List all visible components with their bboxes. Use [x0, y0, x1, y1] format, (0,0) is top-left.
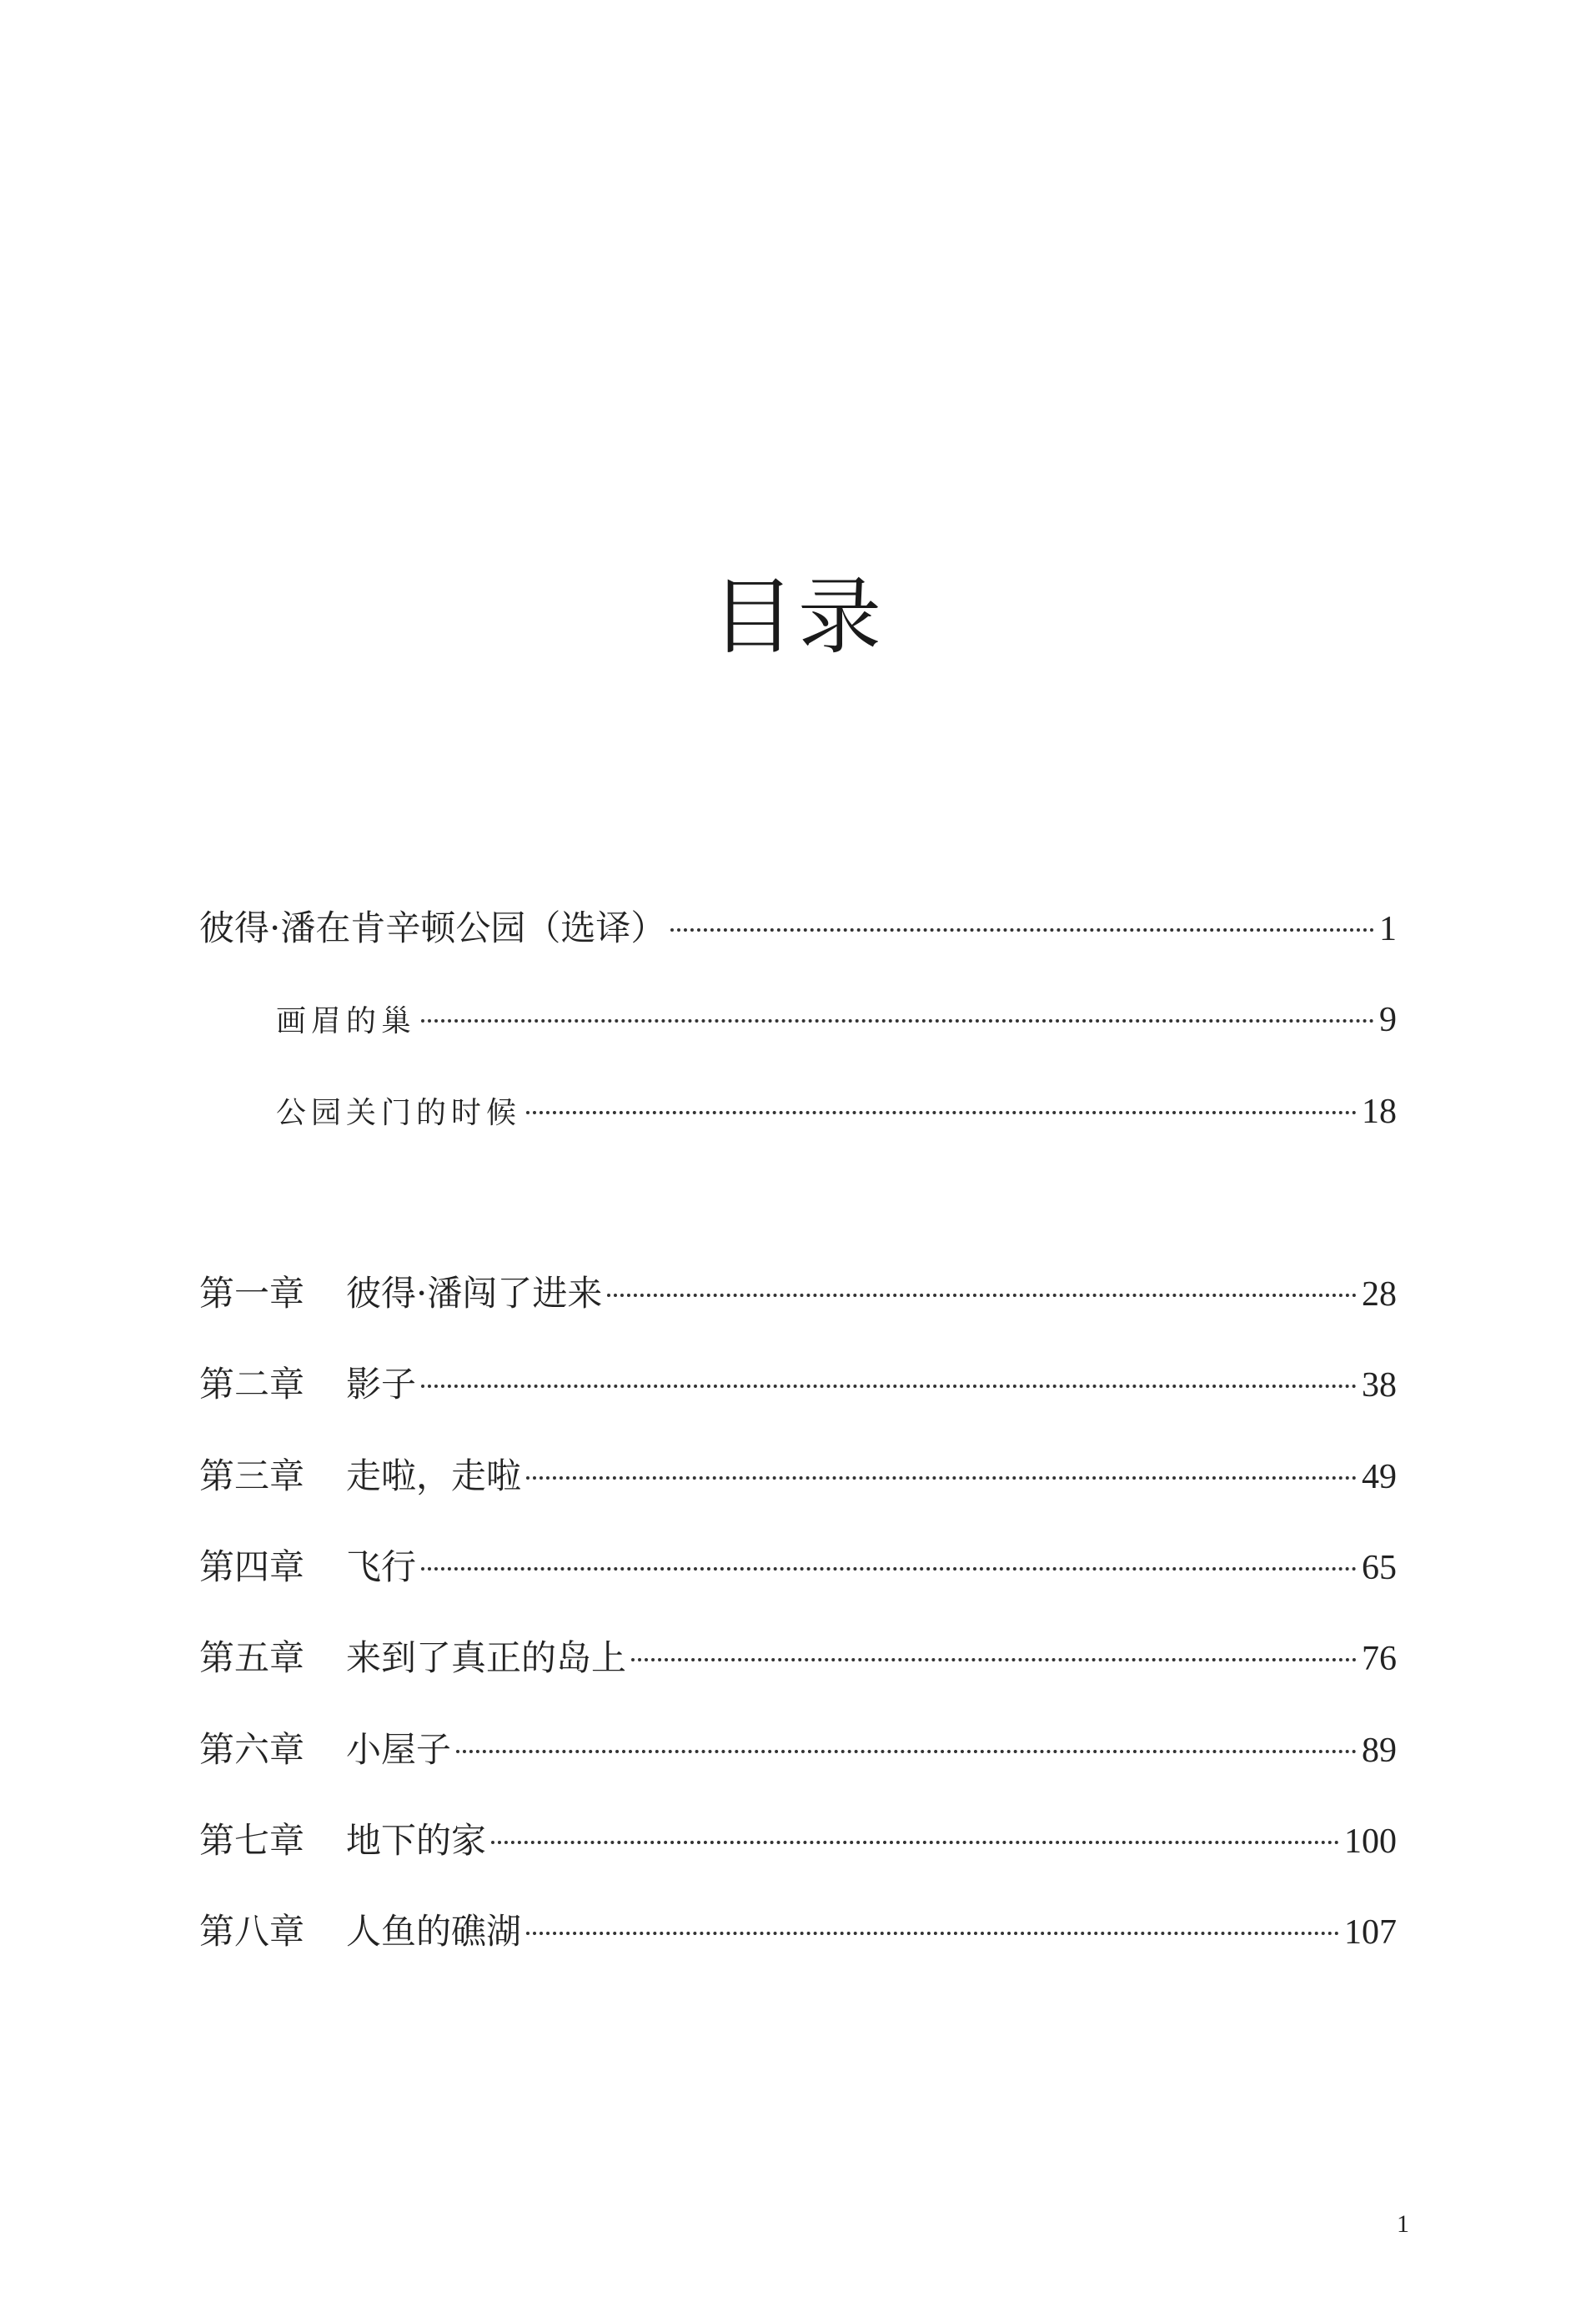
dot-leader — [491, 1841, 1339, 1844]
toc-chapter-entry[interactable] — [199, 1908, 1397, 1955]
toc-chapter-entry[interactable] — [199, 1726, 1397, 1773]
toc-page-number: 76 — [1362, 1640, 1397, 1679]
dot-leader — [421, 1567, 1357, 1571]
toc-chapter-entry[interactable] — [199, 1361, 1397, 1408]
toc-page-number: 65 — [1362, 1548, 1397, 1587]
toc-entry-title: 地下的家 — [346, 1819, 487, 1861]
toc-subentry[interactable] — [276, 997, 1397, 1043]
chapter-label: 第八章 — [199, 1911, 305, 1953]
toc-page-number: 107 — [1344, 1913, 1397, 1953]
chapter-label: 第五章 — [199, 1637, 305, 1679]
page-number: 1 — [1397, 2210, 1409, 2238]
toc-chapter-entry[interactable] — [199, 1635, 1397, 1681]
dot-leader — [631, 1658, 1357, 1661]
chapter-label: 第四章 — [199, 1546, 305, 1587]
toc-page-number: 1 — [1379, 910, 1397, 948]
chapter-label: 第一章 — [199, 1273, 305, 1314]
dot-leader — [526, 1476, 1357, 1480]
chapter-label: 第二章 — [199, 1364, 305, 1405]
toc-page-number: 28 — [1362, 1275, 1397, 1314]
toc-subentry[interactable] — [276, 1088, 1397, 1135]
toc-page-number: 89 — [1362, 1731, 1397, 1770]
dot-leader — [456, 1750, 1357, 1753]
toc-entry-title: 来到了真正的岛上 — [346, 1637, 627, 1679]
toc-entry[interactable] — [199, 905, 1397, 952]
toc-page-number: 100 — [1344, 1822, 1397, 1861]
chapter-label: 第三章 — [199, 1455, 305, 1496]
toc-chapter-entry[interactable] — [199, 1453, 1397, 1500]
chapter-label: 第六章 — [199, 1728, 305, 1770]
toc-entry-title: 彼得·潘在肯辛顿公园（选译） — [199, 907, 666, 948]
dot-leader — [421, 1019, 1374, 1023]
toc-page-number: 18 — [1362, 1093, 1397, 1131]
toc-page-number: 9 — [1379, 1001, 1397, 1039]
dot-leader — [526, 1111, 1357, 1114]
toc-page-number: 49 — [1362, 1457, 1397, 1496]
toc-page-number: 38 — [1362, 1366, 1397, 1405]
toc-chapter-entry[interactable] — [199, 1544, 1397, 1591]
toc-entry-title: 画眉的巢 — [276, 1004, 417, 1038]
toc-entry-title: 小屋子 — [346, 1728, 452, 1770]
dot-leader — [670, 928, 1374, 932]
toc-entry-title: 彼得·潘闯了进来 — [346, 1273, 603, 1314]
toc-entry-title: 走啦，走啦 — [346, 1455, 522, 1496]
page-title: 目录 — [711, 568, 885, 666]
dot-leader — [526, 1932, 1339, 1935]
toc-entry-title: 飞行 — [346, 1546, 417, 1587]
toc-chapter-entry[interactable] — [199, 1817, 1397, 1864]
dot-leader — [607, 1294, 1357, 1297]
dot-leader — [421, 1385, 1357, 1388]
toc-entry-title: 公园关门的时候 — [276, 1096, 522, 1130]
toc-entry-title: 人鱼的礁湖 — [346, 1911, 522, 1953]
toc-entry-title: 影子 — [346, 1364, 417, 1405]
chapter-label: 第七章 — [199, 1819, 305, 1861]
toc-chapter-entry[interactable] — [199, 1270, 1397, 1317]
